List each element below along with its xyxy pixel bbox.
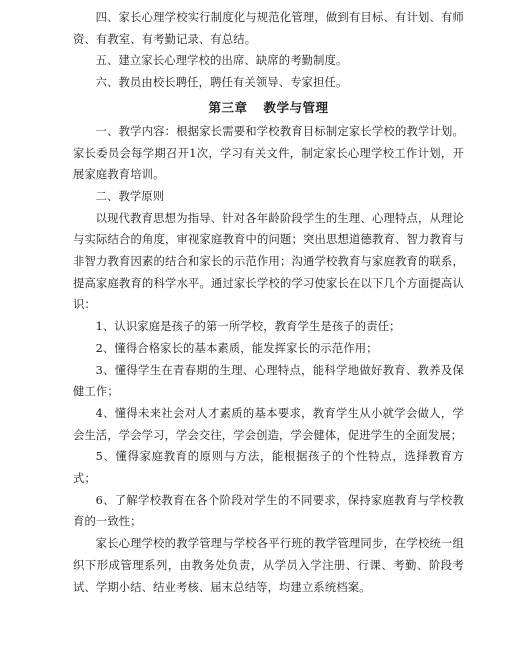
chapter-title: 教学与管理 (263, 99, 329, 115)
paragraph-teaching-content: 一、教学内容：根据家长需要和学校教育目标制定家长学校的教学计划。家长委员会每学期召开1次，学习有关文件，制定家长心理学校工作计划，开展家庭教育培训。 (73, 124, 464, 182)
paragraph-principle-body: 以现代教育思想为指导、针对各年龄阶段学生的生理、心理特点，从理论与实际结合的角度，审视家庭教育中的问题；突出思想道德教育、智力教育与非智力教育因素的结合和家长的示范作用；沟通学校教育与家庭教育的联系，提高家庭教育的科学水平。通过家长学校的学习使家长在以下几个方面提高认识： (73, 211, 464, 312)
paragraph-item-5: 五、建立家长心理学校的出席、缺席的考勤制度。 (95, 54, 348, 68)
paragraph-management: 家长心理学校的教学管理与学校各平行班的教学管理同步，在学校统一组织下形成管理系列，由教务处负责，从学员入学注册、行课、考勤、阶段考试、学期小结、结业考核、届末总结等，均建立系统档案。 (73, 537, 464, 594)
paragraph-point-6: 6、了解学校教育在各个阶段对学生的不同要求，保持家庭教育与学校教育的一致性； (73, 493, 464, 529)
paragraph-item-6: 六、教员由校长聘任，聘任有关领导、专家担任。 (95, 76, 348, 90)
paragraph-item-4: 四、家长心理学校实行制度化与规范化管理，做到有目标、有计划、有师资、有教室、有考勤记录、有总结。 (73, 11, 464, 46)
paragraph-point-2: 2、懂得合格家长的基本素质，能发挥家长的示范作用； (95, 341, 378, 355)
chapter-number: 第三章 (208, 99, 248, 115)
paragraph-point-1: 1、认识家庭是孩子的第一所学校，教育学生是孩子的责任； (95, 320, 401, 334)
chapter-heading (73, 98, 464, 118)
paragraph-point-5: 5、懂得家庭教育的原则与方法，能根据孩子的个性特点，选择教育方式； (73, 450, 464, 486)
paragraph-principle-heading: 二、教学原则 (95, 189, 165, 203)
paragraph-point-3: 3、懂得学生在青春期的生理、心理特点，能科学地做好教育、教养及保健工作； (73, 363, 464, 399)
paragraph-point-4: 4、懂得未来社会对人才素质的基本要求，教育学生从小就学会做人，学会生活，学会学习，学会交往，学会创造，学会健体，促进学生的全面发展； (73, 406, 464, 442)
